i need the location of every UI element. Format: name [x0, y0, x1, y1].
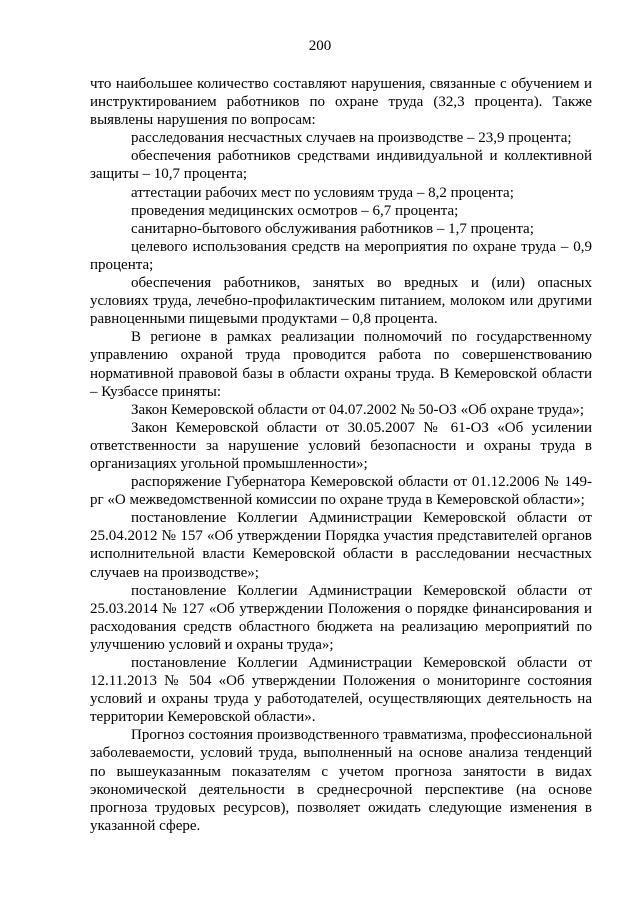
list-item-funds-usage: целевого использования средств на мероприятия по охране труда – 0,9 процента; — [90, 238, 592, 273]
law-item-2002-50-oz: Закон Кемеровской области от 04.07.2002 № 50-ОЗ «Об охране труда»; — [131, 401, 585, 418]
document-body — [90, 75, 592, 835]
list-item-protective-equipment: обеспечения работников средствами индивидуальной и коллективной защиты – 10,7 процента; — [90, 148, 592, 183]
page-number: 200 — [308, 38, 332, 54]
law-item-2014-127: постановление Коллегии Администрации Кемеровской области от 25.03.2014 № 127 «Об утверждении Положения о порядке финансирования и расходования средств областного бюджета на реализацию мероприятий по улучшению условий и охраны труда»; — [90, 582, 592, 653]
paragraph-forecast: Прогноз состояния производственного травматизма, профессиональной заболеваемости, условий труда, выполненный на основе анализа тенденций по вышеуказанным показателям с учетом прогноза занятости в видах экономической деятельности в среднесрочной перспективе (на основе прогноза трудовых ресурсов), позволяет ожидать следующие изменения в указанной сфере. — [90, 727, 592, 834]
list-item-workplace-certification: аттестации рабочих мест по условиям труда – 8,2 процента; — [131, 184, 514, 201]
law-item-2013-504: постановление Коллегии Администрации Кемеровской области от 12.11.2013 № 504 «Об утверждении Положения о мониторинге состояния условий и охраны труда у работодателей, осуществляющих деятельность на территории Кемеровской области». — [90, 655, 592, 726]
list-item-hazardous-conditions-nutrition: обеспечения работников, занятых во вредных и (или) опасных условиях труда, лечебно-профилактическим питанием, молоком или другими равноценными пищевыми продуктами – 0,8 процента. — [90, 275, 592, 328]
list-item-investigation: расследования несчастных случаев на производстве – 23,9 процента; — [131, 130, 572, 147]
law-item-2012-157: постановление Коллегии Администрации Кемеровской области от 25.04.2012 № 157 «Об утверждении Порядка участия представителей органов исполнительной власти Кемеровской области в расследовании несчастных случаев на производстве»; — [90, 510, 592, 581]
paragraph-regional-regulation: В регионе в рамках реализации полномочий по государственному управлению охраной труда проводится работа по совершенствованию нормативной правовой базы в области охраны труда. В Кемеровской области – Кузбассе приняты: — [90, 329, 592, 400]
law-item-2007-61-oz: Закон Кемеровской области от 30.05.2007 № 61-ОЗ «Об усилении ответственности за нарушение условий безопасности и охраны труда в организациях угольной промышленности»; — [90, 419, 592, 472]
list-item-sanitary-services: санитарно-бытового обслуживания работников – 1,7 процента; — [131, 220, 534, 237]
paragraph-intro: что наибольшее количество составляют нарушения, связанные с обучением и инструктированием работников по охране труда (32,3 процента). Также выявлены нарушения по вопросам: — [90, 76, 592, 129]
law-item-2006-149-rg: распоряжение Губернатора Кемеровской области от 01.12.2006 № 149-рг «О межведомственной комиссии по охране труда в Кемеровской области»; — [90, 474, 592, 509]
list-item-medical-examinations: проведения медицинских осмотров – 6,7 процента; — [131, 202, 459, 219]
